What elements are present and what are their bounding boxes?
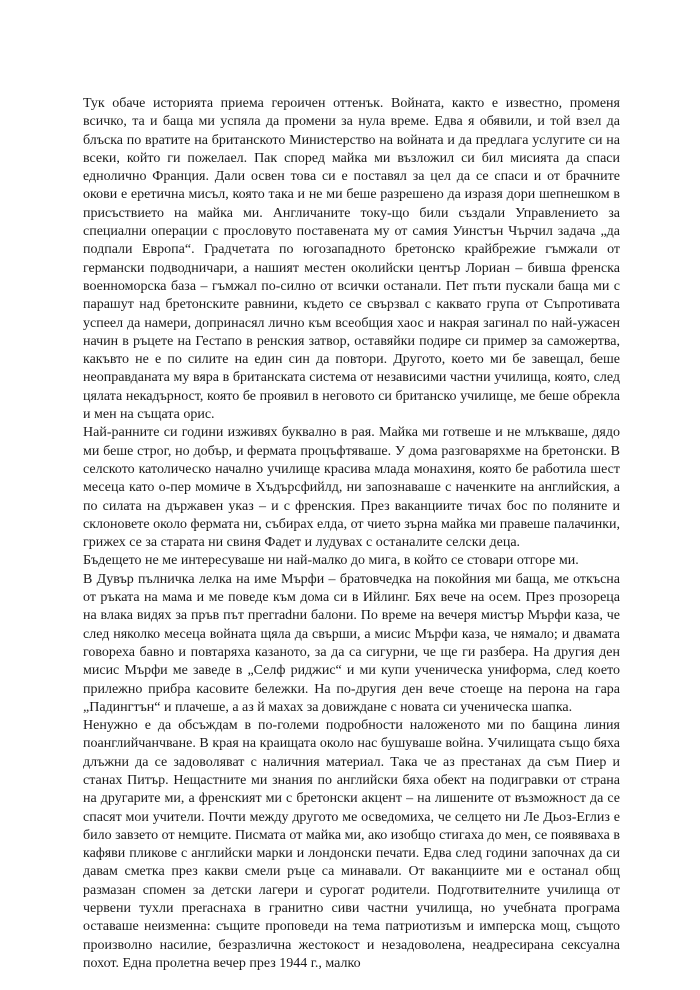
body-text: [83, 95, 620, 973]
paragraph-3: Бъдещето не ме интересуваше ни най-малко до мига, в който се стовари отгоре ми.: [83, 553, 579, 569]
paragraph-1: Тук обаче историята приема героичен оттенък. Войната, както е известно, променя всичко, та и баща ми успяла да промени за нула време. Едва я обявили, и той взел да блъска по вратите на британското Министерство на войната и да предлага услугите си на всеки, който ги пожелаел. Пак според майка ми възложил си бил мисията да спаси еднолично Франция. Дали освен това си е поставял за цел да се спаси и от брачните окови е еретична мисъл, която така и не ми беше разрешено да изразя дори шепнешком в присъствието на майка ми. Англичаните току-що били създали Управлението за специални операции с прословуто поставената му от самия Уинстън Чърчил задача „да подпали Европа“. Градчетата по югозападното бретонско крайбрежие гъмжали от германски подводничари, а нашият местен околийски център Лориан – бивша френска военноморска база – гъмжал по-силно от всички останали. Пет пъти пускали баща ми с парашут над бретонските равнини, където се свързвал с каквато група от Съпротивата успеел да намери, допринасял лично към всеобщия хаос и накрая загинал по най-ужасен начин в ръцете на Гестапо в ренския затвор, оставяйки подире си пример за саможертва, какъвто не е по силите на един син да повтори. Другото, което ми бе завещал, беше неоправданата му вяра в британската система от независими частни училища, която, след цялата некадърност, която бе проявил в неговото си британско училище, ме беше обрекла и мен на същата орис.: [83, 96, 620, 423]
paragraph-2: Най-ранните си години изживях буквално в рая. Майка ми готвеше и не млъкваше, дядо ми беше строг, но добър, и фермата процъфтяваше. У дома разговаряхме на бретонски. В селското католическо начално училище красива млада монахиня, която бе работила шест месеца като о-пер момиче в Хъдърсфийлд, ни запознаваше с наченките на английския, а по силата на държавен указ – и с френския. През ваканциите тичах бос по поляните и склоновете около фермата ни, събирах елда, от чието зърна майка ми правеше палачинки, грижех се за старата ни свиня Фадет и лудувах с останалите селски деца.: [83, 425, 620, 551]
paragraph-4: В Дувър пълничка лелка на име Мърфи – братовчедка на покойния ми баща, ме откъсна от ръката на мама и ме поведе към дома си в Ийлинг. Бях вече на осем. През прозореца на влака видях за пръв път прегradни балони. По време на вечеря мистър Мърфи каза, че след няколко месеца войната щяла да свърши, а мисис Мърфи каза, че нямало; и двамата говореха бавно и повтаряха казаното, за да са сигурни, че ще ги разбера. На другия ден мисис Мърфи ме заведе в „Селф риджис“ и ми купи ученическа униформа, след което прилежно прибра касовите бележки. На по-другия ден вече стоеще на перона на гара „Падингтън“ и плачеше, а аз й махах за довиждане с новата си ученическа шапка.: [83, 571, 620, 715]
paragraph-5: Ненужно е да обсъждам в по-големи подробности наложеното ми по бащина линия поанглийчанчване. В края на краищата около нас бушуваше война. Училищата също бяха длъжни да се задоволяват с наличния материал. Така че аз престанах да съм Пиер и станах Питър. Нещастните ми знания по английски бяха обект на подигравки от страна на другарите ми, а френският ми с бретонски акцент – на лишените от възможност да се спасят мои учители. Почти между другото ме осведомиха, че селцето ни Ле Дьоз-Еглиз е било завзето от немците. Писмата от майка ми, ако изобщо стигаха до мен, се появяваха в кафяви пликове с английски марки и лондонски печати. Едва след години започнах да си давам сметка през какви смели ръце са минавали. От ваканциите ми е останал общ размазан спомен за детски лагери и сурогат родители. Подготвителните училища от червени тухли преraснаха в гранитно сиви частни училища, но учебната програма оставаше неизменна: същите проповеди на тема патриотизъм и имперска мощ, същото произволно насилие, безразлична жестокост и незадоволена, неадресирана сексуална похот. Една пролетна вечер през 1944 г., малко: [83, 718, 620, 971]
